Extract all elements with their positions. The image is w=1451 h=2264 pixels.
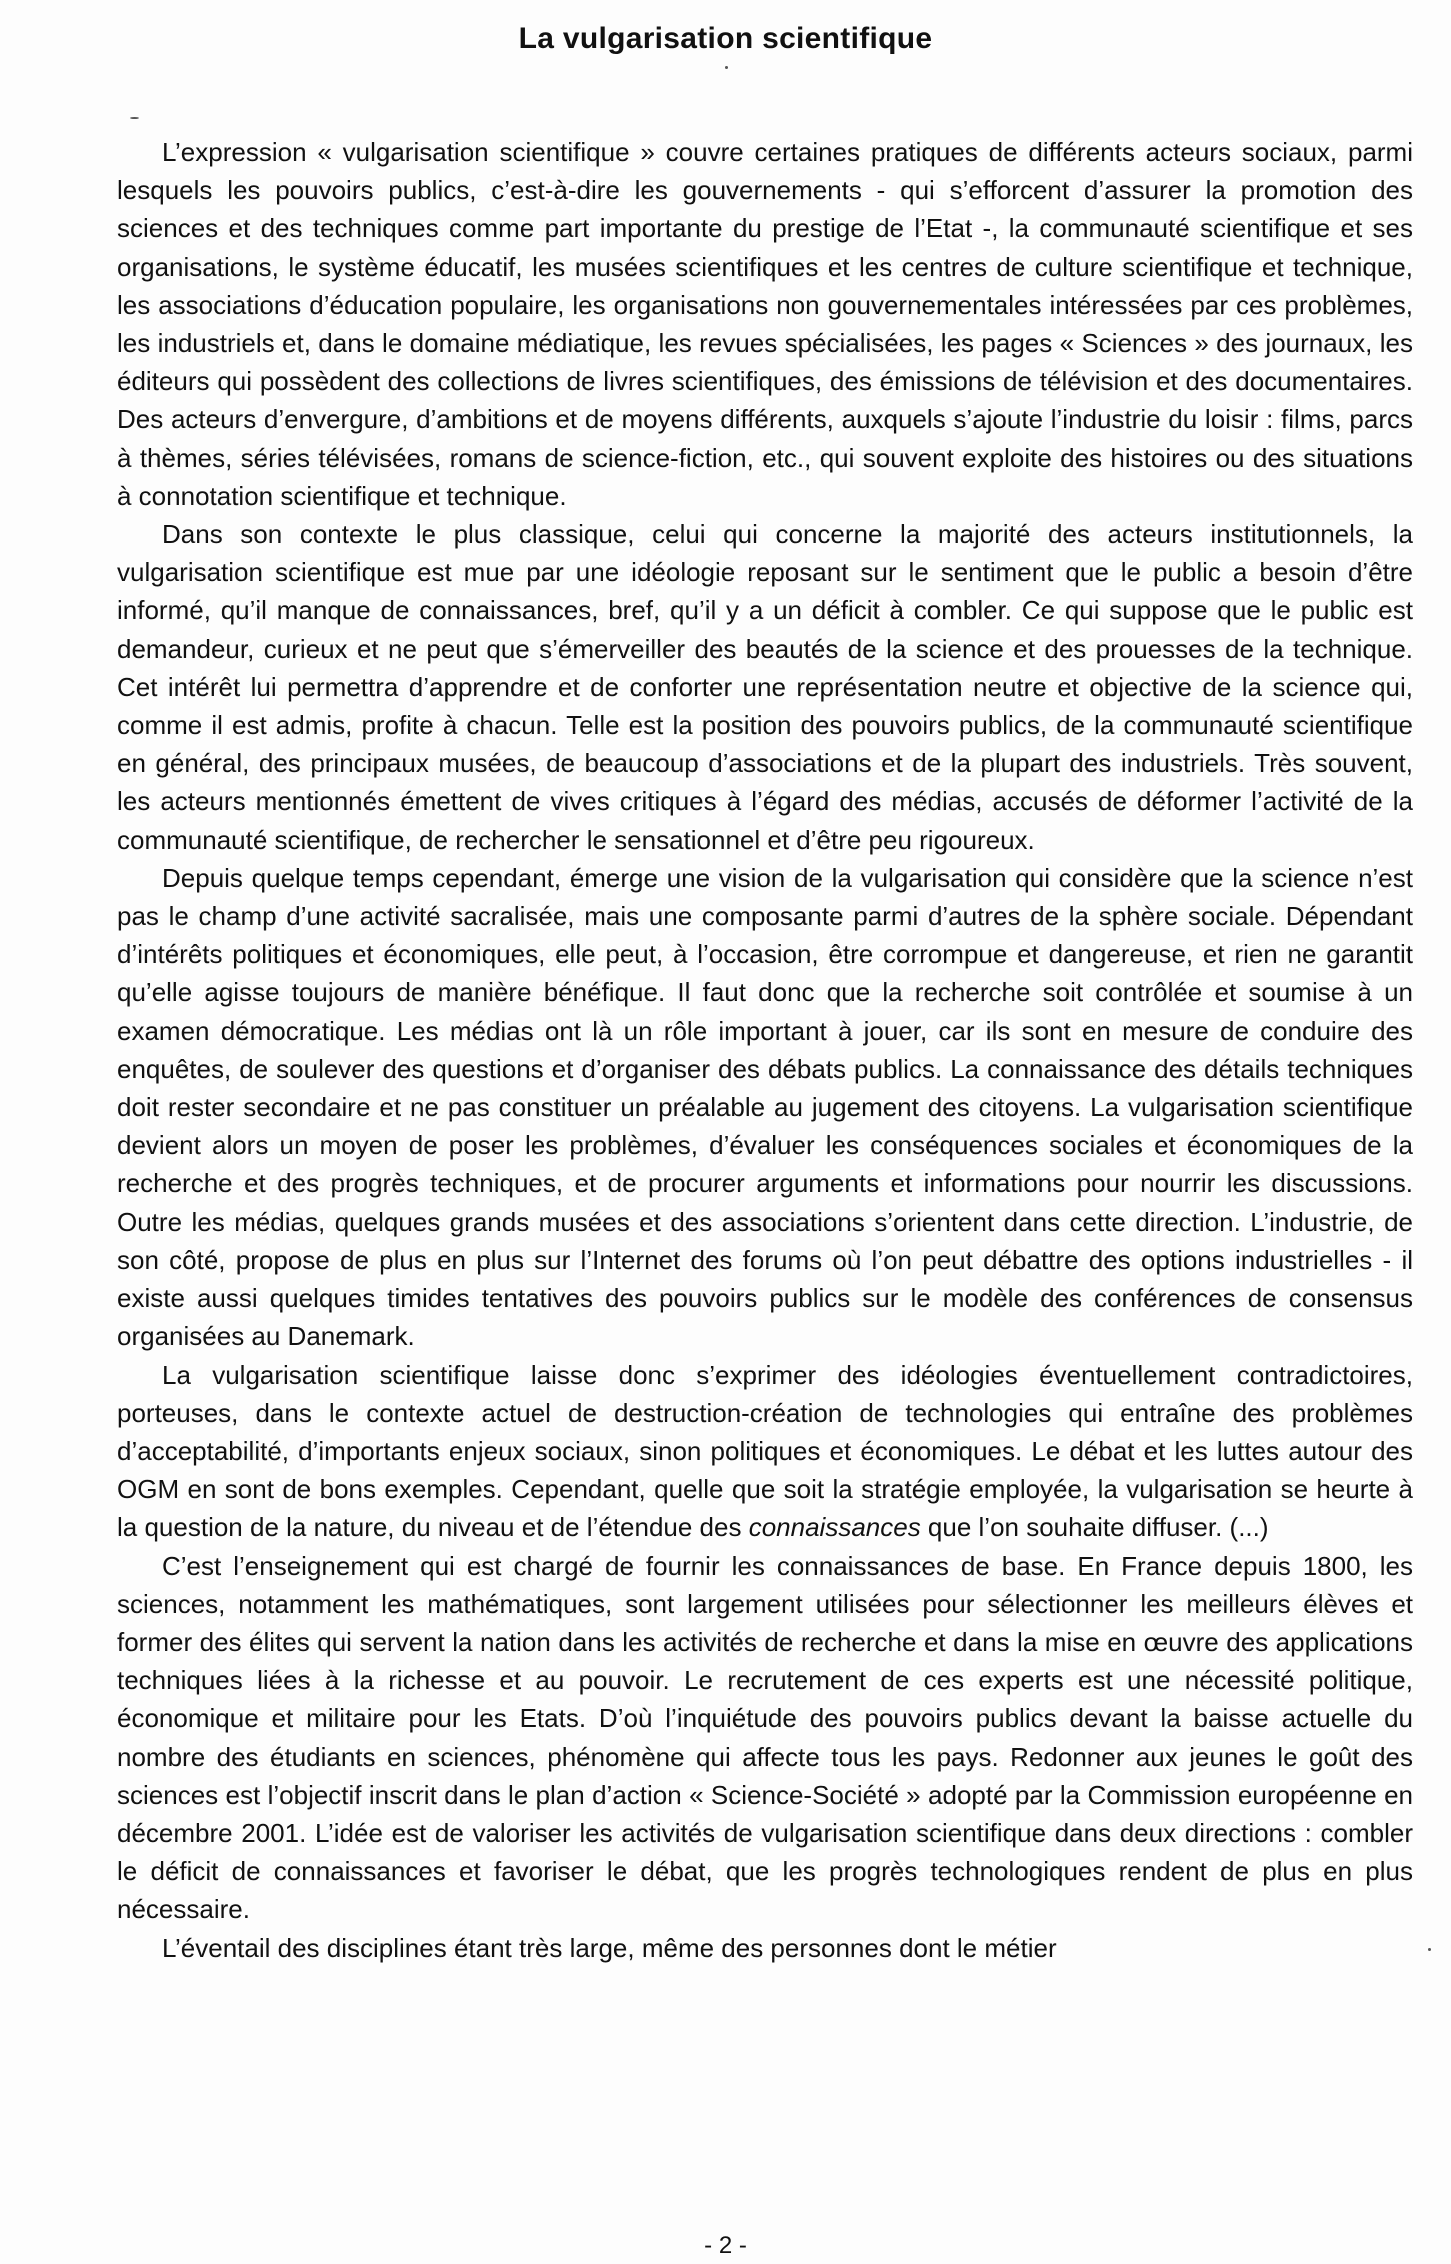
paragraph-4-text-after: que l’on souhaite diffuser. (...) <box>920 1512 1269 1543</box>
emphasis-connaissances: connaissances <box>748 1512 921 1543</box>
scan-speck <box>725 66 728 69</box>
paragraph-2: Dans son contexte le plus classique, celui qui concerne la majorité des acteurs institutionnels, la vulgarisation scientifique est mue par une idéologie reposant sur le sentiment que le public a besoin d’être informé, qu’il manque de connaissances, bref, qu’il y a un déficit à combler. Ce qui suppose que le public est demandeur, curieux et ne peut que s’émerveiller des beautés de la science et des prouesses de la technique. Cet intérêt lui permettra d’apprendre et de conforter une représentation neutre et objective de la science qui, comme il est admis, profite à chacun. Telle est la position des pouvoirs publics, de la communauté scientifique en général, des principaux musées, de beaucoup d’associations et de la plupart des industriels. Très souvent, les acteurs mentionnés émettent de vives critiques à l’égard des médias, accusés de déformer l’activité de la communauté scientifique, de rechercher le sensationnel et d’être peu rigoureux. <box>117 519 1413 855</box>
document-body <box>117 133 1413 1967</box>
paragraph-4 <box>117 1356 1413 1547</box>
paragraph-5: C’est l’enseignement qui est chargé de fournir les connaissances de base. En France depuis 1800, les sciences, notamment les mathématiques, sont largement utilisées pour sélectionner les meilleurs élèves et former des élites qui servent la nation dans les activités de recherche et dans la mise en œuvre des applications techniques liées à la richesse et au pouvoir. Le recrutement de ces experts est une nécessité politique, économique et militaire pour les Etats. D’où l’inquiétude des pouvoirs publics devant la baisse actuelle du nombre des étudiants en sciences, phénomène qui affecte tous les pays. Redonner aux jeunes le goût des sciences est l’objectif inscrit dans le plan d’action « Science-Société » adopté par la Commission européenne en décembre 2001. L’idée est de valoriser les activités de vulgarisation scientifique dans deux directions : combler le déficit de connaissances et favoriser le débat, que les progrès technologiques rendent de plus en plus nécessaire. <box>117 1550 1413 1925</box>
paragraph-3: Depuis quelque temps cependant, émerge une vision de la vulgarisation qui considère que la science n’est pas le champ d’une activité sacralisée, mais une composante parmi d’autres de la sphère sociale. Dépendant d’intérêts politiques et économiques, elle peut, à l’occasion, être corrompue et dangereuse, et rien ne garantit qu’elle agisse toujours de manière bénéfique. Il faut donc que la recherche soit contrôlée et soumise à un examen démocratique. Les médias ont là un rôle important à jouer, car ils sont en mesure de conduire des enquêtes, de soulever des questions et d’organiser des débats publics. La connaissance des détails techniques doit rester secondaire et ne pas constituer un préalable au jugement des citoyens. La vulgarisation scientifique devient alors un moyen de poser les problèmes, d’évaluer les conséquences sociales et économiques de la recherche et des progrès techniques, et de procurer arguments et informations pour nourrir les discussions. Outre les médias, quelques grands musées et des associations s’orientent dans cette direction. L’industrie, de son côté, propose de plus en plus sur l’Internet des forums où l’on peut débattre des options industrielles - il existe aussi quelques timides tentatives des pouvoirs publics sur le modèle des conférences de consensus organisées au Danemark. <box>117 862 1413 1352</box>
paragraph-1: L’expression « vulgarisation scientifique » couvre certaines pratiques de différents acteurs sociaux, parmi lesquels les pouvoirs publics, c’est-à-dire les gouvernements - qui s’efforcent d’assurer la promotion des sciences et des techniques comme part importante du prestige de l’Etat -, la communauté scientifique et ses organisations, le système éducatif, les musées scientifiques et les centres de culture scientifique et technique, les associations d’éducation populaire, les organisations non gouvernementales intéressées par ces problèmes, les industriels et, dans le domaine médiatique, les revues spécialisées, les pages « Sciences » des journaux, les éditeurs qui possèdent des collections de livres scientifiques, des émissions de télévision et des documentaires. Des acteurs d’envergure, d’ambitions et de moyens différents, auxquels s’ajoute l’industrie du loisir : films, parcs à thèmes, séries télévisées, romans de science-fiction, etc., qui souvent exploite des histoires ou des situations à connotation scientifique et technique. <box>117 137 1413 511</box>
paragraph-6: L’éventail des disciplines étant très large, même des personnes dont le métier <box>162 1932 1057 1963</box>
page-number: - 2 - <box>704 2232 747 2259</box>
scan-speck <box>130 117 139 119</box>
document-title: La vulgarisation scientifique <box>518 22 933 55</box>
scan-speck <box>1428 1948 1431 1951</box>
paragraph-4-text-before: La vulgarisation scientifique laisse donc s’exprimer des idéologies éventuellement contradictoires, porteuses, dans le contexte actuel de destruction-création de technologies qui entraîne des problèmes d’acceptabilité, d’importants enjeux sociaux, sinon politiques et économiques. Le débat et les luttes autour des OGM en sont de bons exemples. Cependant, quelle que soit la stratégie employée, la vulgarisation se heurte à la question de la nature, du niveau et de l’étendue des <box>117 1359 1413 1543</box>
